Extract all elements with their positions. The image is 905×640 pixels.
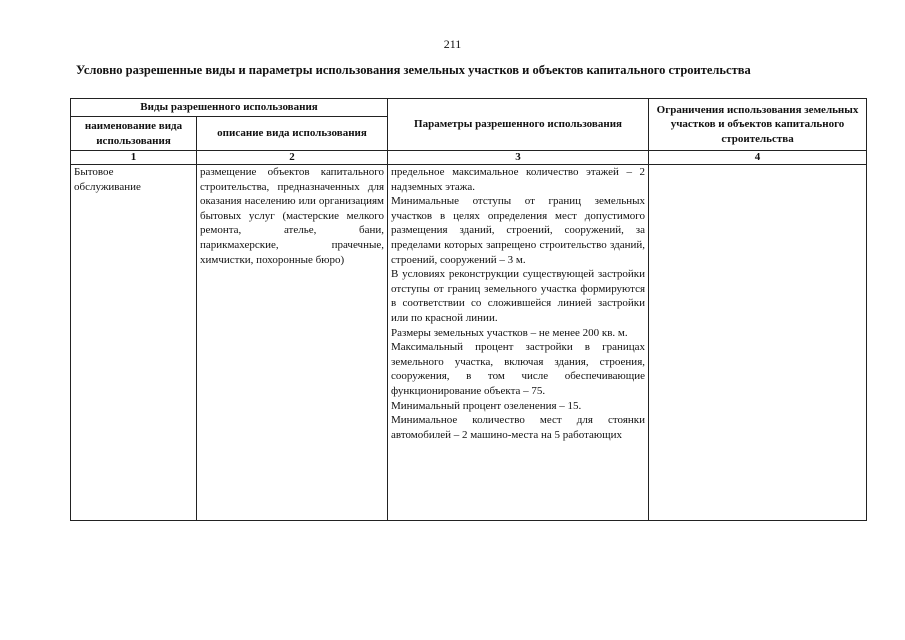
use-description-cell	[197, 165, 388, 521]
table-row	[71, 165, 867, 521]
page-number: 211	[443, 37, 462, 51]
use-name-cell	[71, 165, 197, 521]
param-item: Минимальные отступы от границ земельных участков в целях определения мест допустимого размещения зданий, строений, сооружений, за пределами которых запрещено строительство зданий, строений, сооружений – 3 м.	[391, 195, 646, 266]
column-number-row	[71, 151, 867, 165]
column-number: 4	[649, 151, 867, 165]
use-name: Бытовое обслуживание	[74, 166, 141, 193]
document-title: Условно разрешенные виды и параметры использования земельных участков и объектов капитального строительства	[76, 63, 751, 77]
land-use-table	[70, 98, 867, 521]
param-item: предельное максимальное количество этажей – 2 надземных этажа.	[391, 166, 646, 193]
column-number: 2	[197, 151, 388, 165]
column-number: 3	[388, 151, 649, 165]
param-item: В условиях реконструкции существующей застройки отступы от границ земельного участка формируются в соответствии со сложившейся линией застройки или по красной линии.	[391, 268, 646, 324]
use-params-cell	[388, 165, 649, 521]
column-number: 1	[71, 151, 197, 165]
params-column-header: Параметры разрешенного использования	[388, 99, 649, 151]
description-column-header: описание вида использования	[197, 117, 388, 151]
permitted-use-group-header: Виды разрешенного использования	[71, 99, 388, 117]
param-item: Размеры земельных участков – не менее 200 кв. м.	[391, 326, 628, 339]
use-description: размещение объектов капитального строительства, предназначенных для оказания населению или организациям бытовых услуг (мастерские мелкого ремонта, ателье, бани, парикмахерские, прачечные, химчистки, похоронные бюро)	[200, 166, 385, 266]
param-item: Минимальный процент озеленения – 15.	[391, 399, 582, 412]
restrictions-cell	[649, 165, 867, 521]
name-column-header: наименование вида использования	[71, 117, 197, 151]
param-item: Минимальное количество мест для стоянки автомобилей – 2 машино-места на 5 работающих	[391, 414, 646, 441]
restrictions-column-header: Ограничения использования земельных участков и объектов капитального строительства	[649, 99, 867, 151]
param-item: Максимальный процент застройки в границах земельного участка, включая здания, строения, сооружения, в том числе обеспечивающие функционирование объекта – 75.	[391, 341, 646, 397]
